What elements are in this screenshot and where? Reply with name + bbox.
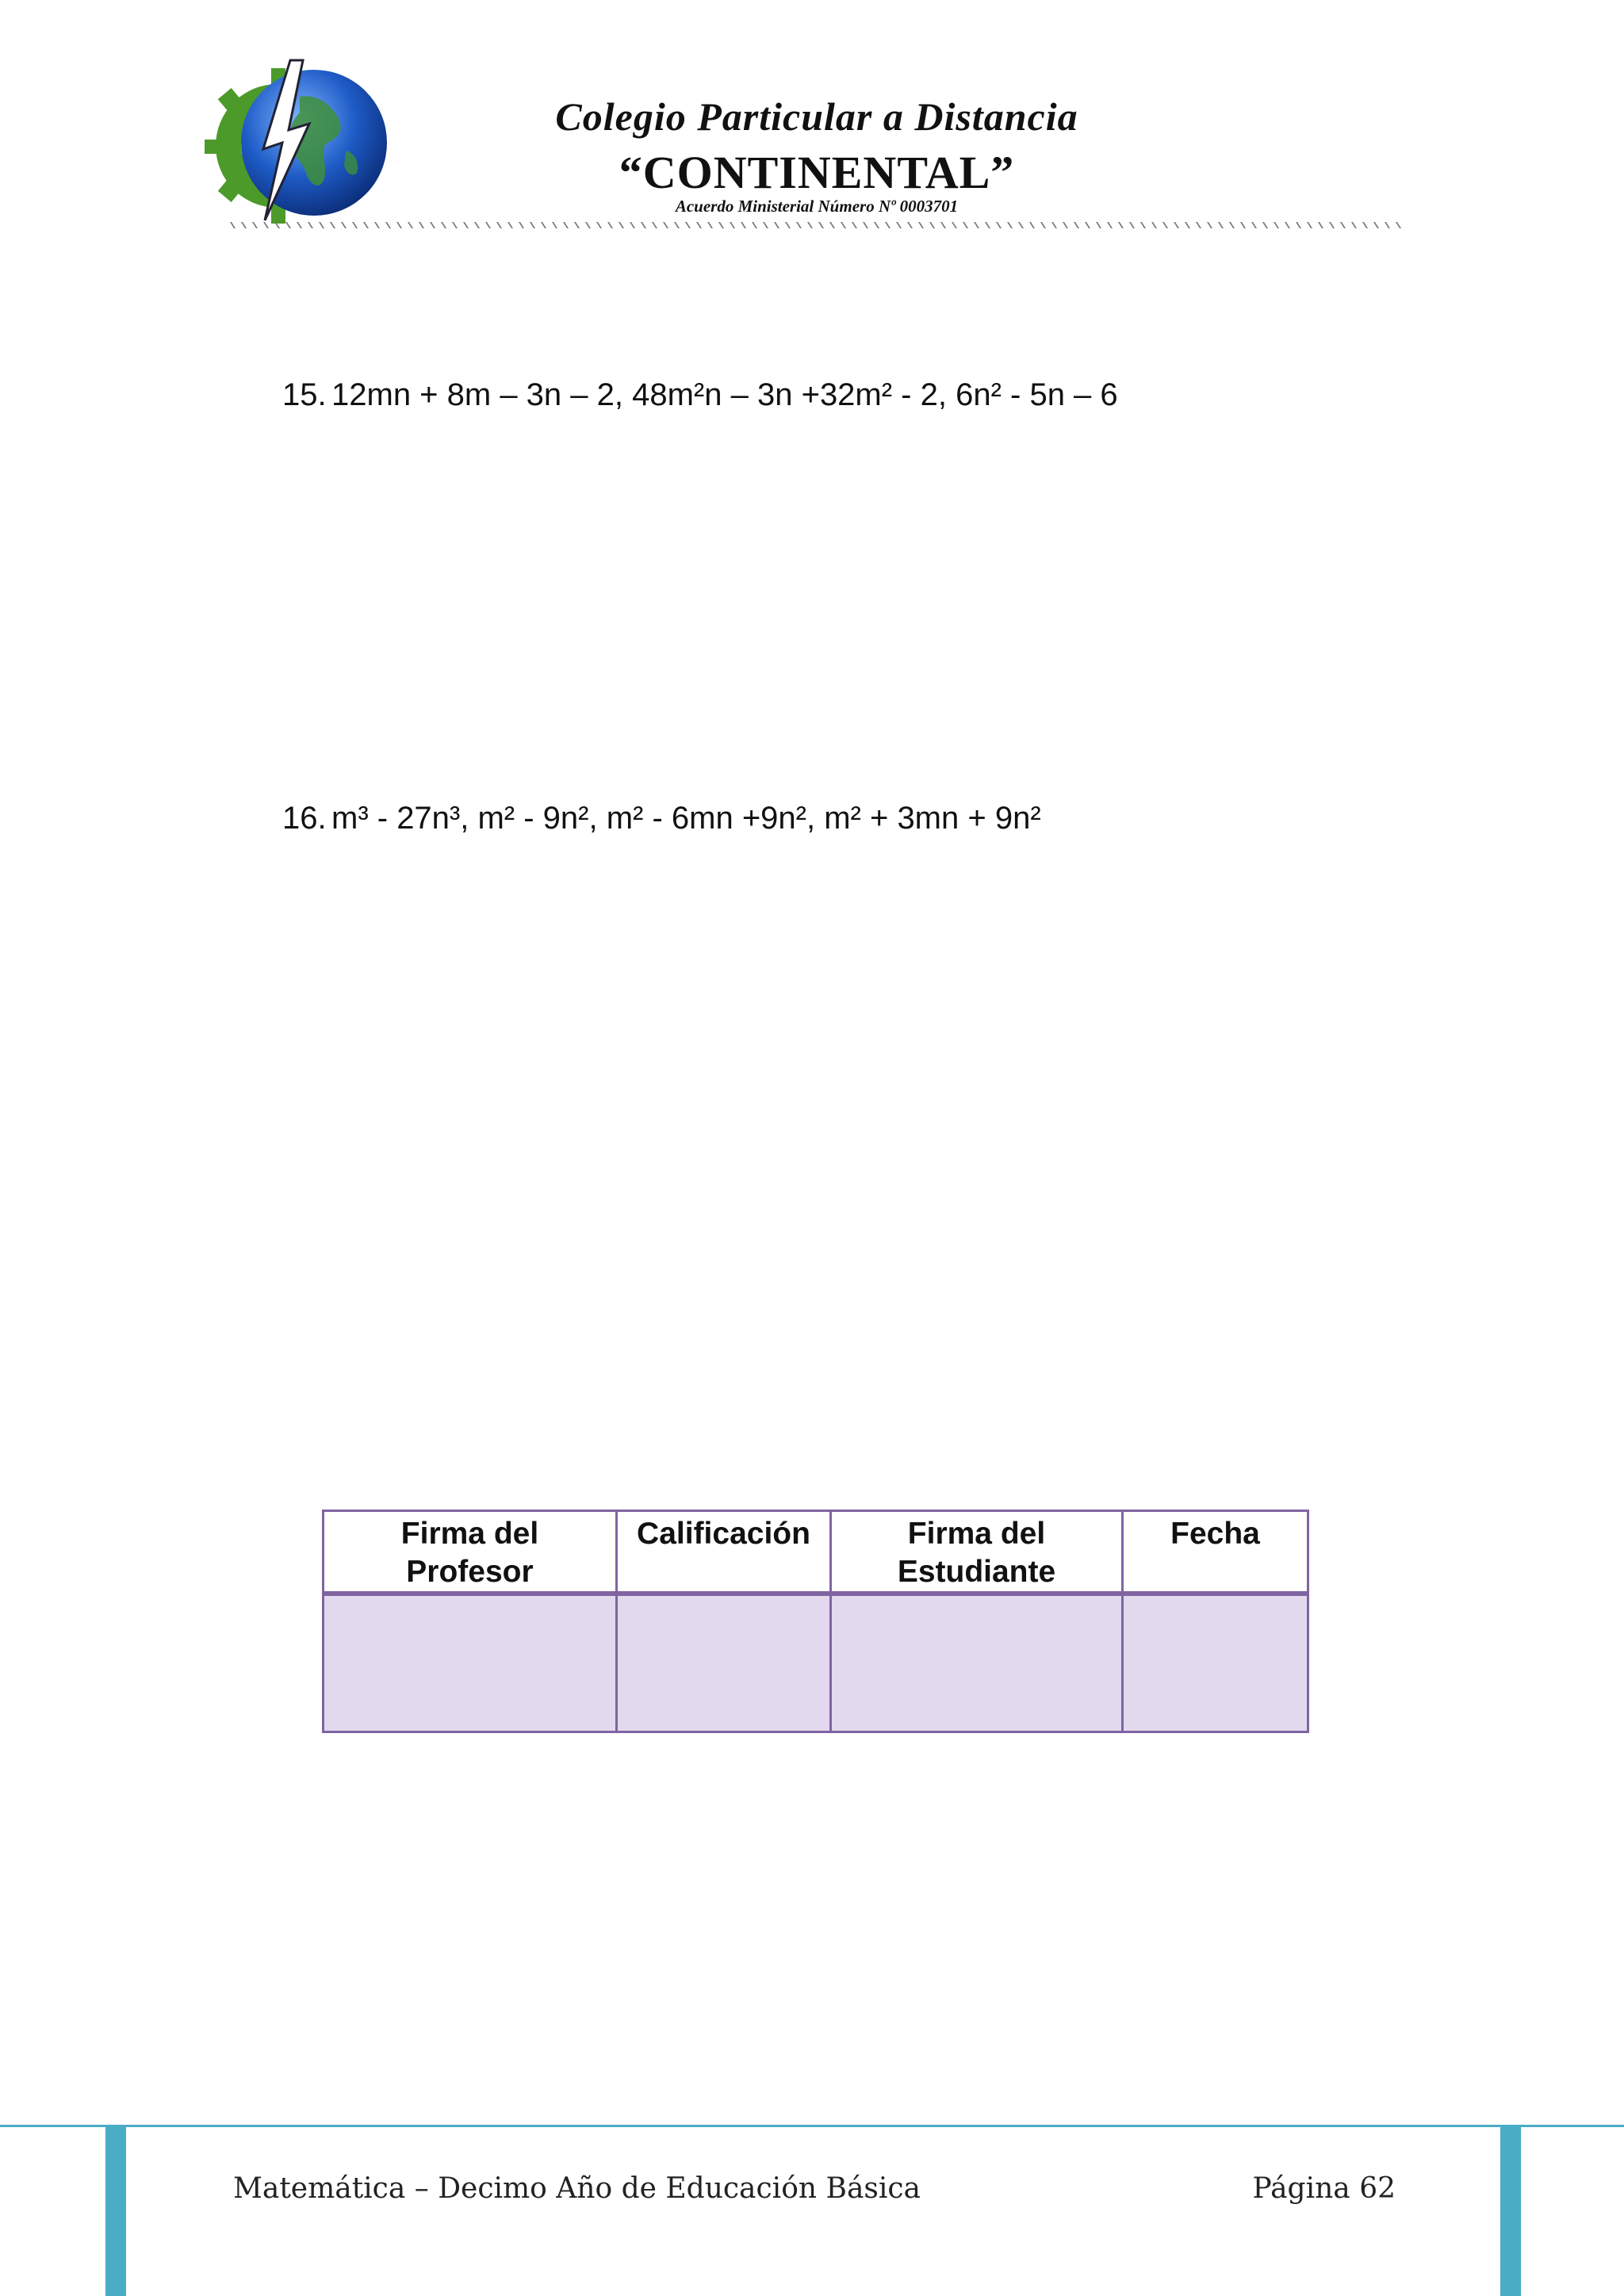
- exercise-number: 15.: [282, 377, 327, 412]
- student-signature-cell: [831, 1594, 1123, 1732]
- date-cell: [1123, 1594, 1308, 1732]
- header-teacher-signature: [324, 1511, 617, 1594]
- grade-cell: [617, 1594, 831, 1732]
- signature-table: [322, 1510, 1309, 1733]
- ministerial-agreement: Acuerdo Ministerial Número Nº 0003701: [675, 197, 959, 216]
- signature-table-row: [324, 1594, 1308, 1732]
- exercise-text: m³ - 27n³, m² - 9n², m² - 6mn +9n², m² + 3mn + 9n²: [331, 801, 1041, 836]
- school-name: Colegio Particular a Distancia: [555, 94, 1078, 139]
- header-line: Estudiante: [897, 1555, 1056, 1589]
- header-grade: [617, 1511, 831, 1594]
- header-date: [1123, 1511, 1308, 1594]
- exercise-16: [282, 801, 1041, 836]
- footer-right-bar: [1500, 2127, 1521, 2296]
- exercise-15: [282, 377, 1118, 413]
- footer-divider: [0, 2125, 1624, 2127]
- page-number: Página 62: [1252, 2172, 1396, 2205]
- header-student-signature: [831, 1511, 1123, 1594]
- header-line: Fecha: [1170, 1517, 1260, 1551]
- header-line: Profesor: [406, 1555, 534, 1589]
- header-wavy-divider: [230, 219, 1404, 232]
- signature-table-header: [324, 1511, 1308, 1594]
- teacher-signature-cell: [324, 1594, 617, 1732]
- school-logo-icon: [205, 57, 392, 227]
- header-line: Firma del: [907, 1517, 1046, 1551]
- header-line: Calificación: [637, 1517, 810, 1551]
- exercise-text: 12mn + 8m – 3n – 2, 48m²n – 3n +32m² - 2, 6n² - 5n – 6: [331, 377, 1118, 412]
- header-line: Firma del: [400, 1517, 539, 1551]
- exercise-number: 16.: [282, 801, 327, 836]
- footer-subject: Matemática – Decimo Año de Educación Básica: [233, 2172, 921, 2205]
- footer-left-bar: [105, 2127, 126, 2296]
- school-brand-title: “CONTINENTAL”: [619, 147, 1015, 198]
